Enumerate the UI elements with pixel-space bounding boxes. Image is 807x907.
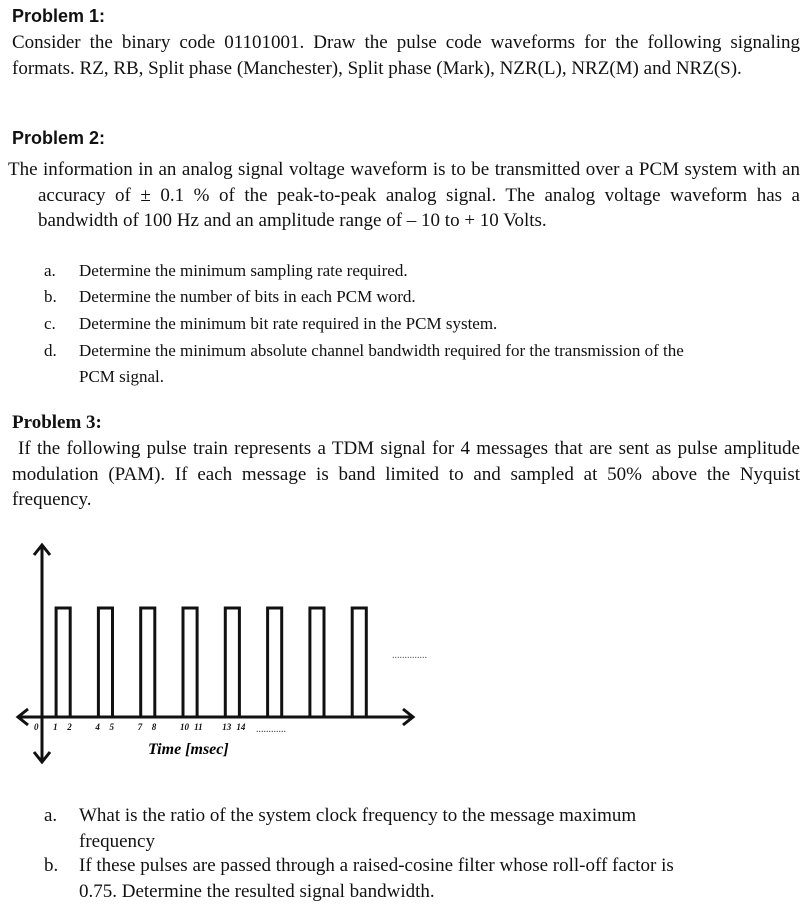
list-marker: d. [44,341,57,360]
list-text: frequency [79,831,155,852]
list-marker: a. [44,805,58,826]
problem2-title: Problem 2: [12,128,106,148]
list-text: Determine the minimum absolute channel bandwidth required for the transmission of the [79,341,684,360]
right-ellipsis: .............. [392,650,427,661]
pulse [183,608,197,717]
tick-label: 4 [95,722,100,732]
tick-label: 7 [137,722,143,732]
pulse [268,608,282,717]
list-text: Determine the minimum bit rate required in the PCM system. [79,314,498,333]
problem2-body: The information in an analog signal voltage waveform is to be transmitted over a PCM system with an accuracy of ± 0.1 % of the peak-to-peak analog signal. The analog voltage waveform has a bandwidth of 100 Hz and an amplitude range of – 10 to + 10 Volts. [8,159,800,231]
tick-label: 13 [222,722,232,732]
problem1-title: Problem 1: [12,6,106,26]
tick-label: 2 [67,722,72,732]
list-text: If these pulses are passed through a raised-cosine filter whose roll-off factor is [79,855,674,876]
problem3-title: Problem 3: [12,412,102,433]
pulse [225,608,239,717]
pulse [310,608,324,717]
list-text: Determine the minimum sampling rate required. [79,261,408,280]
list-marker: b. [44,855,59,876]
tick-ellipsis: ............ [256,724,286,735]
list-marker: c. [44,314,56,333]
problem3-body: If the following pulse train represents a TDM signal for 4 messages that are sent as pulse amplitude modulation (PAM). If each message is band limited to and sampled at 50% above the Nyquist frequency. [12,438,800,510]
x-axis-label: Time [msec] [148,741,229,758]
tick-label: 11 [194,722,203,732]
tick-label: 10 [180,722,189,732]
list-text: Determine the number of bits in each PCM word. [79,287,416,306]
list-marker: b. [44,287,57,306]
tick-label: 1 [53,722,58,732]
list-marker: a. [44,261,56,280]
pulse [141,608,155,717]
list-text: 0.75. Determine the resulted signal bandwidth. [79,881,435,902]
tick-label: 8 [151,722,157,732]
problem1-text: Consider the binary code 01101001. Draw the pulse code waveforms for the following signaling formats. RZ, RB, Split phase (Manchester), Split phase (Mark), NZR(L), NRZ(M) and NRZ(S). [12,32,800,79]
pulse [352,608,366,717]
pulse [98,608,112,717]
pulse [56,608,70,717]
list-text: What is the ratio of the system clock frequency to the message maximum [79,805,637,826]
tick-label: 14 [236,722,246,732]
tick-label: 0 [34,722,39,732]
tick-label: 5 [109,722,114,732]
list-text: PCM signal. [79,367,165,386]
